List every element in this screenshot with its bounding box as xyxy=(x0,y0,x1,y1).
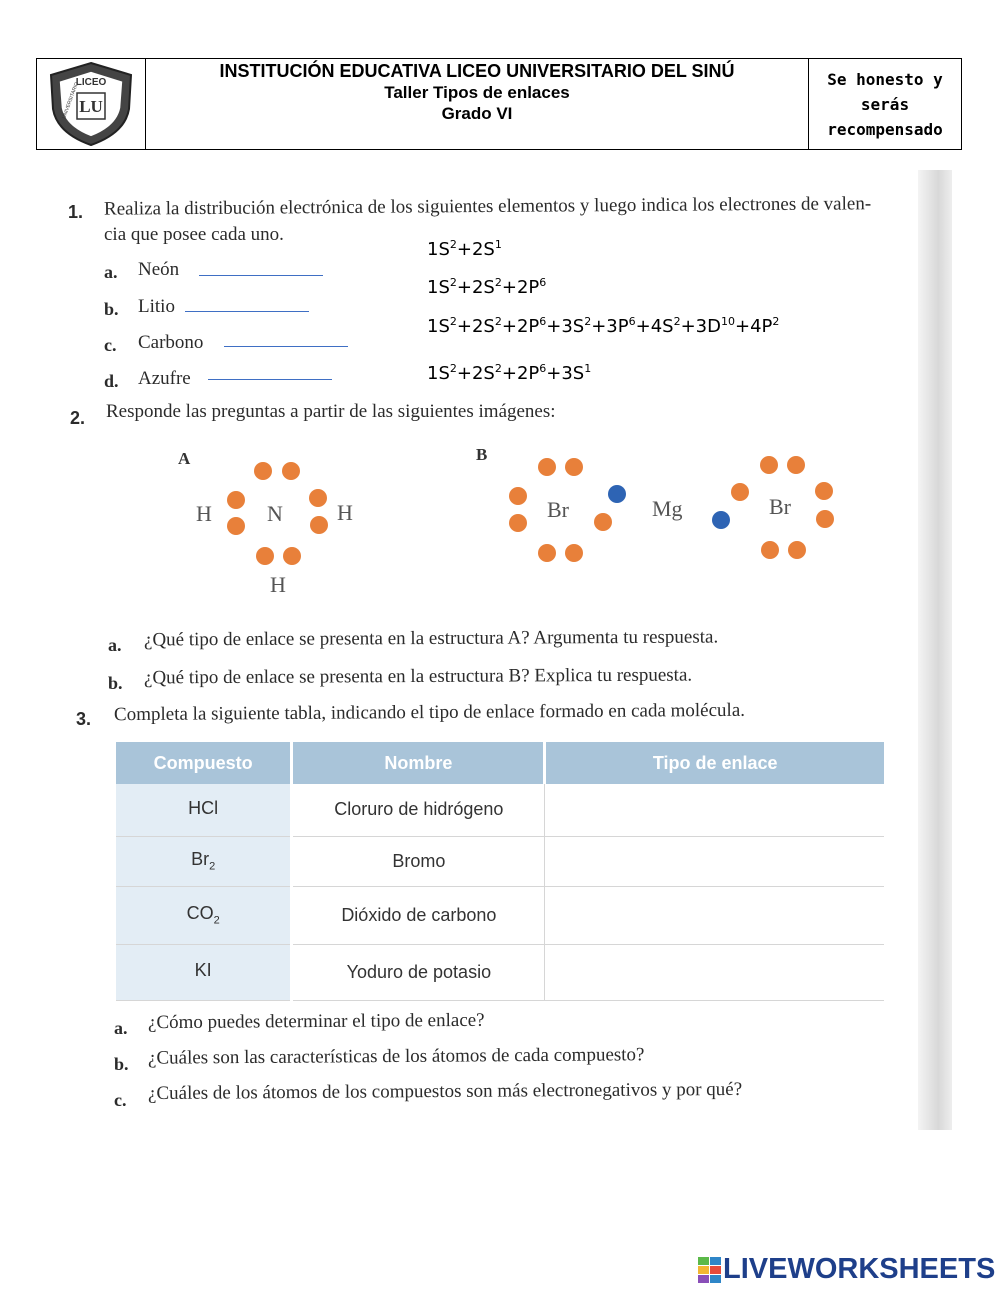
liveworksheets-brand[interactable] xyxy=(697,1253,995,1286)
header-title-block xyxy=(146,59,809,149)
q2-sub-a-letter: a. xyxy=(108,635,122,655)
q3-sub-b-letter: b. xyxy=(114,1054,129,1074)
compound-cell: $CO_2$ xyxy=(116,886,292,944)
electron xyxy=(565,458,583,476)
config-exponent: 2 xyxy=(772,315,780,328)
electron xyxy=(761,541,779,559)
header-bond-type: Tipo de enlace xyxy=(545,742,884,784)
config-exponent: 2 xyxy=(449,315,457,328)
electron xyxy=(309,489,327,507)
config-exponent: 6 xyxy=(539,315,547,328)
compound-cell: KI xyxy=(116,944,292,1000)
workshop-title: Taller Tipos de enlaces xyxy=(384,83,570,102)
q1-item-d-answer-line[interactable] xyxy=(208,379,332,380)
electron xyxy=(815,482,833,500)
config-exponent: 6 xyxy=(539,362,547,375)
electron xyxy=(310,516,328,534)
bond-type-input[interactable] xyxy=(545,944,884,1000)
electron xyxy=(816,510,834,528)
q1-item-b-label: Litio xyxy=(138,296,175,317)
motto-line-2: serás xyxy=(860,94,910,114)
bond-type-input[interactable] xyxy=(545,886,884,944)
q2-text: Responde las preguntas a partir de las siguientes imágenes: xyxy=(106,401,556,422)
diagram-a-label: A xyxy=(178,449,191,468)
q1-number: 1. xyxy=(68,202,84,222)
table-row xyxy=(116,836,884,886)
config-term: +2S xyxy=(456,239,495,260)
atom-h-left: H xyxy=(196,501,212,526)
electron xyxy=(254,462,272,480)
config-exponent: 2 xyxy=(449,276,457,289)
config-exponent: 6 xyxy=(539,276,547,289)
name-cell: Cloruro de hidrógeno xyxy=(292,784,545,836)
config-exponent: 2 xyxy=(449,238,457,251)
config-term: 1S xyxy=(427,277,450,298)
atom-h-right: H xyxy=(337,500,353,525)
electron-blue xyxy=(608,485,626,503)
config-term: +3S xyxy=(546,316,585,337)
config-term: +3S xyxy=(546,363,585,384)
config-term: 1S xyxy=(427,316,450,337)
config-term: +2P xyxy=(501,277,540,298)
electron xyxy=(731,483,749,501)
bond-type-table xyxy=(116,742,884,1001)
diagram-b-label: B xyxy=(476,445,488,464)
q1-item-a-letter: a. xyxy=(104,262,118,282)
compound-cell: HCl xyxy=(116,784,292,836)
atom-br-right: Br xyxy=(769,494,791,519)
atom-h-bottom: H xyxy=(270,572,286,597)
config-term: +2S xyxy=(456,363,495,384)
config-exponent: 2 xyxy=(673,315,681,328)
motto-line-1: Se honesto y xyxy=(827,69,943,89)
config-term: +4P xyxy=(734,316,773,337)
logo-top-text: LICEO xyxy=(75,77,107,88)
config-exponent: 6 xyxy=(628,315,636,328)
atom-mg: Mg xyxy=(652,496,683,521)
electron xyxy=(594,513,612,531)
electron xyxy=(227,517,245,535)
q2-sub-b-text: ¿Qué tipo de enlace se presenta en la estructura B? Explica tu respuesta. xyxy=(143,664,693,689)
atom-br-left: Br xyxy=(547,497,569,522)
config-term: +2S xyxy=(456,316,495,337)
q1-item-c-letter: c. xyxy=(104,335,117,355)
q2-sub-a-text: ¿Qué tipo de enlace se presenta en la estructura A? Argumenta tu respuesta. xyxy=(143,626,719,651)
logo-monogram: LU xyxy=(79,97,103,116)
q3-sub-a-letter: a. xyxy=(114,1018,128,1038)
config-term: 1S xyxy=(427,363,450,384)
motto xyxy=(809,59,961,149)
grade-label: Grado VI xyxy=(441,104,513,123)
answer-2[interactable] xyxy=(427,276,546,298)
header-compound: Compuesto xyxy=(116,742,292,784)
electron xyxy=(538,544,556,562)
config-exponent: 10 xyxy=(720,315,735,328)
electron xyxy=(538,458,556,476)
answer-1[interactable] xyxy=(427,238,502,260)
electron xyxy=(565,544,583,562)
bond-type-input[interactable] xyxy=(545,836,884,886)
electron xyxy=(227,491,245,509)
table-row xyxy=(116,784,884,836)
q3-sub-c-text: ¿Cuáles de los átomos de los compuestos son más electronegativos y por qué? xyxy=(147,1078,743,1105)
bond-type-input[interactable] xyxy=(545,784,884,836)
q1-item-c-answer-line[interactable] xyxy=(224,346,348,347)
config-term: +3D xyxy=(680,316,721,337)
q1-item-a-label: Neón xyxy=(138,259,180,280)
config-term: 1S xyxy=(427,239,450,260)
name-cell: Bromo xyxy=(292,836,545,886)
q1-item-d-letter: d. xyxy=(104,371,119,391)
electron xyxy=(509,487,527,505)
name-cell: Dióxido de carbono xyxy=(292,886,545,944)
shield-logo-icon xyxy=(45,61,137,147)
config-term: +2S xyxy=(456,277,495,298)
q1-item-a-answer-line[interactable] xyxy=(199,275,323,276)
q2-sub-b-letter: b. xyxy=(108,673,123,693)
q3-sub-a-text: ¿Cómo puedes determinar el tipo de enlace? xyxy=(147,1009,485,1034)
electron-blue xyxy=(712,511,730,529)
config-term: +2P xyxy=(501,363,540,384)
electron xyxy=(787,456,805,474)
bond-diagrams xyxy=(150,440,910,600)
document-header xyxy=(36,58,962,150)
compound-cell: $Br_2$ xyxy=(116,836,292,886)
liveworksheets-logo-icon xyxy=(697,1255,723,1285)
q1-item-b-letter: b. xyxy=(104,299,119,319)
motto-line-3: recompensado xyxy=(827,119,943,139)
config-exponent: 2 xyxy=(584,315,592,328)
table-row xyxy=(116,886,884,944)
config-exponent: 2 xyxy=(494,315,502,328)
q3-sub-b-text: ¿Cuáles son las características de los átomos de cada compuesto? xyxy=(147,1044,645,1069)
config-term: +2P xyxy=(501,316,540,337)
institution-name: INSTITUCIÓN EDUCATIVA LICEO UNIVERSITARIO DEL SINÚ xyxy=(219,61,735,81)
school-logo xyxy=(37,59,146,149)
liveworksheets-wordmark: LIVEWORKSHEETS xyxy=(723,1253,996,1285)
electron xyxy=(283,547,301,565)
name-cell: Yoduro de potasio xyxy=(292,944,545,1000)
q1-text-line1: Realiza la distribución electrónica de los siguientes elementos y luego indica los electrones de valen- xyxy=(103,193,872,220)
q1-text-line2: cia que posee cada uno. xyxy=(104,224,284,245)
q1-item-d-label: Azufre xyxy=(138,368,191,389)
logo-side-text: UNIVERSITARIO xyxy=(61,81,81,120)
config-term: +4S xyxy=(635,316,674,337)
answer-3[interactable] xyxy=(427,315,779,337)
electron xyxy=(760,456,778,474)
q1-item-b-answer-line[interactable] xyxy=(185,311,309,312)
electron xyxy=(256,547,274,565)
config-exponent: 1 xyxy=(494,238,502,251)
electron xyxy=(282,462,300,480)
config-exponent: 2 xyxy=(449,362,457,375)
config-exponent: 2 xyxy=(494,362,502,375)
answer-4[interactable] xyxy=(427,362,591,384)
electron xyxy=(788,541,806,559)
q1-item-c-label: Carbono xyxy=(138,332,204,353)
config-exponent: 1 xyxy=(584,362,592,375)
atom-n: N xyxy=(267,501,283,526)
config-exponent: 2 xyxy=(494,276,502,289)
scan-edge-shadow xyxy=(918,170,952,1130)
q3-sub-c-letter: c. xyxy=(114,1090,127,1110)
table-row xyxy=(116,944,884,1000)
q2-number: 2. xyxy=(70,408,86,428)
config-term: +3P xyxy=(591,316,629,337)
header-name: Nombre xyxy=(292,742,545,784)
electron xyxy=(509,514,527,532)
q3-number: 3. xyxy=(76,709,92,729)
q3-text: Completa la siguiente tabla, indicando el tipo de enlace formado en cada molécula. xyxy=(113,699,746,726)
